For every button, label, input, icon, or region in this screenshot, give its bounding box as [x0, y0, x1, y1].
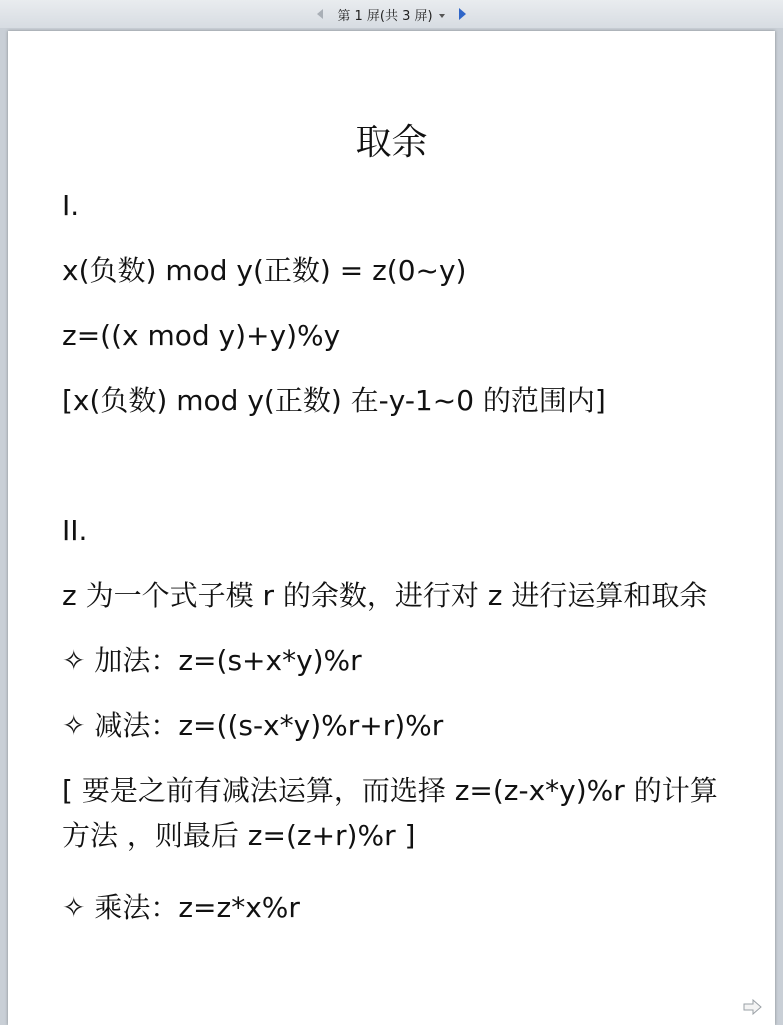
section-2-intro: z 为一个式子模 r 的余数，进行对 z 进行运算和取余: [62, 579, 708, 612]
document-page: [8, 31, 775, 1025]
next-screen-icon[interactable]: [459, 8, 466, 20]
screen-indicator[interactable]: [337, 5, 444, 24]
previous-screen-icon[interactable]: [317, 9, 323, 19]
reading-toolbar: [0, 0, 783, 28]
multiplication-rule: ✧ 乘法：z=z*x%r: [62, 891, 300, 924]
screen-indicator-label: 第 1 屏(共 3 屏): [337, 8, 433, 24]
addition-rule: ✧ 加法：z=(s+x*y)%r: [62, 644, 362, 677]
section-2-heading: II.: [62, 514, 88, 547]
arrow-right-icon[interactable]: [743, 999, 763, 1015]
subtraction-note: [ 要是之前有减法运算，而选择 z=(z-x*y)%r 的计算方法 ，则最后 z=(z+r)%r ]: [62, 774, 718, 852]
section-1-line-2: z=((x mod y)+y)%y: [62, 319, 341, 352]
section-1-heading: I.: [62, 189, 80, 222]
subtraction-rule: ✧ 减法：z=((s-x*y)%r+r)%r: [62, 709, 444, 742]
chevron-down-icon[interactable]: [439, 14, 445, 18]
document-title: 取余: [355, 122, 428, 163]
section-1-line-1: x(负数) mod y(正数) = z(0~y): [62, 254, 467, 287]
section-1-line-3: [x(负数) mod y(正数) 在-y-1~0 的范围内]: [62, 384, 606, 417]
